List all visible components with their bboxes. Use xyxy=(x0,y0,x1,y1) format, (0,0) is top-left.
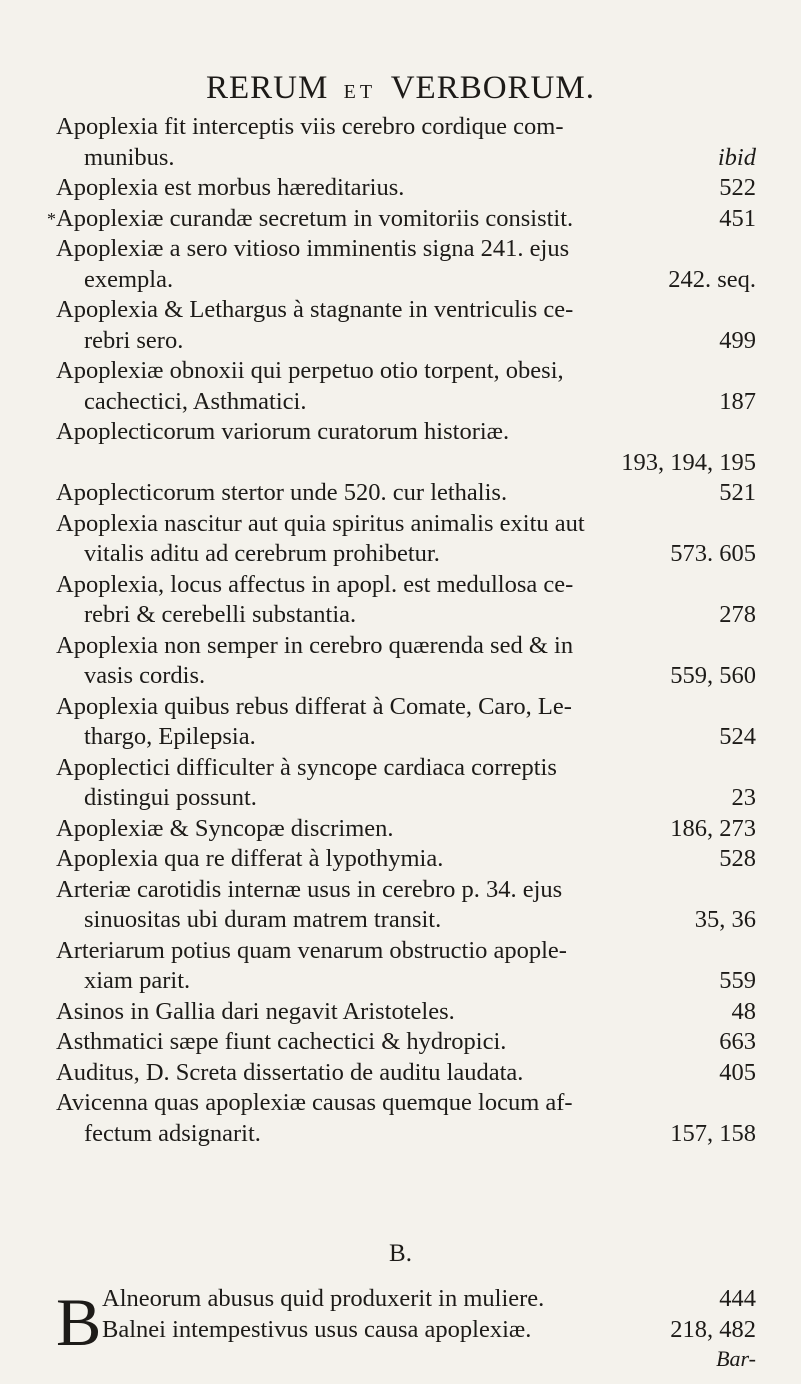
entry-text: Avicenna quas apoplexiæ causas quemque locum af- xyxy=(56,1089,573,1116)
entry-text: Apoplexia, locus affectus in apopl. est medullosa ce- xyxy=(56,570,574,598)
entry-text: Auditus, D. Screta dissertatio de auditu laudata. xyxy=(56,1058,524,1086)
index-entry xyxy=(56,295,756,356)
entry-continuation xyxy=(56,600,756,631)
index-entries xyxy=(47,112,756,1149)
page-ref: 524 xyxy=(719,723,756,750)
entry-continuation xyxy=(56,1119,756,1150)
index-entry xyxy=(56,509,756,570)
entry-continuation xyxy=(56,722,756,753)
entry-line xyxy=(56,1027,756,1058)
page-ref: 35, 36 xyxy=(694,906,756,933)
entry-line xyxy=(56,112,756,143)
index-entry xyxy=(56,1058,756,1089)
entry-continuation xyxy=(56,539,756,570)
section-heading-b: B. xyxy=(389,1240,412,1267)
entry-line xyxy=(56,509,756,540)
entry-text: cachectici, Asthmatici. xyxy=(84,387,307,415)
entry-line xyxy=(56,356,756,387)
index-entry xyxy=(47,204,756,235)
entry-text: vitalis aditu ad cerebrum prohibetur. xyxy=(84,540,440,567)
index-entry xyxy=(56,570,756,631)
running-head-left: RERUM xyxy=(206,70,329,106)
entry-text: Apoplexia & Lethargus à stagnante in ventriculis ce- xyxy=(56,296,574,323)
entry-continuation xyxy=(56,966,756,997)
running-head xyxy=(0,70,801,107)
running-head-right: VERBORUM. xyxy=(390,70,595,106)
running-head-middle: ET xyxy=(343,81,377,103)
page-ref: 444 xyxy=(719,1285,756,1312)
entry-text: Apoplexia quibus rebus differat à Comate, Caro, Le- xyxy=(56,692,572,720)
index-entry xyxy=(56,234,756,295)
entry-text: Apoplecticorum variorum curatorum historiæ. xyxy=(56,418,510,445)
page-ref: 559, 560 xyxy=(670,662,756,689)
catchword: Bar- xyxy=(716,1346,756,1371)
index-entry xyxy=(56,173,756,204)
entry-text: rebri sero. xyxy=(84,326,184,354)
index-entry xyxy=(56,936,756,997)
index-entry xyxy=(56,417,756,478)
entry-line xyxy=(56,295,756,326)
entry-text: Apoplecticorum stertor unde 520. cur lethalis. xyxy=(56,479,508,506)
index-entry xyxy=(56,875,756,936)
page-ref: 559 xyxy=(719,967,756,994)
index-entry xyxy=(56,997,756,1028)
entry-line xyxy=(56,417,756,448)
entry-line xyxy=(56,173,756,204)
entry-text: Apoplexia fit interceptis viis cerebro cordique com- xyxy=(56,113,564,140)
entry-text: Apoplexia non semper in cerebro quærenda sed & in xyxy=(56,631,574,659)
page-ref: 218, 482 xyxy=(670,1315,756,1343)
dropcap: B xyxy=(56,1284,102,1360)
page-ref: 278 xyxy=(719,601,756,628)
entry-line xyxy=(47,204,756,235)
entry-text: fectum adsignarit. xyxy=(84,1119,261,1147)
page-ref: 193, 194, 195 xyxy=(621,448,756,476)
entry-line xyxy=(56,478,756,509)
entry-continuation xyxy=(56,905,756,936)
entry-line xyxy=(56,936,756,967)
b-entry xyxy=(102,1315,756,1346)
page-ref: 157, 158 xyxy=(670,1119,756,1147)
entry-text: Apoplexia qua re differat à lypothymia. xyxy=(56,845,444,872)
page-ref: 23 xyxy=(731,784,756,811)
bullet-mark: * xyxy=(47,208,56,229)
page-ref: 573. 605 xyxy=(670,540,756,567)
page-ref: 663 xyxy=(719,1028,756,1055)
entry-line xyxy=(56,844,756,875)
entry-text: Asthmatici sæpe fiunt cachectici & hydropici. xyxy=(56,1028,507,1055)
page-ref: 528 xyxy=(719,845,756,872)
page-ref: 186, 273 xyxy=(670,814,756,842)
entry-line xyxy=(56,814,756,845)
entry-text: thargo, Epilepsia. xyxy=(84,723,256,750)
entry-line xyxy=(56,631,756,662)
entry-text: xiam parit. xyxy=(84,967,191,994)
page-ref: 242. seq. xyxy=(668,265,756,293)
index-entry xyxy=(56,844,756,875)
entry-line xyxy=(56,570,756,601)
entry-text: Apoplexiæ obnoxii qui perpetuo otio torpent, obesi, xyxy=(56,357,564,384)
entry-text: exempla. xyxy=(84,265,174,293)
index-entry xyxy=(56,356,756,417)
page-ref: 187 xyxy=(719,387,756,415)
entry-continuation xyxy=(56,265,756,296)
entry-text: Apoplectici difficulter à syncope cardiaca correptis xyxy=(56,753,557,781)
page-ref: 48 xyxy=(731,997,756,1025)
entry-continuation xyxy=(56,661,756,692)
entry-line xyxy=(56,875,756,906)
index-entry xyxy=(56,1088,756,1149)
entry-text: munibus. xyxy=(84,143,175,171)
page-ref: 405 xyxy=(719,1058,756,1086)
entry-text: vasis cordis. xyxy=(84,662,206,689)
page-ref: ibid xyxy=(717,143,756,171)
entry-text: Apoplexiæ & Syncopæ discrimen. xyxy=(56,814,394,842)
entry-line xyxy=(56,234,756,265)
page-ref: 499 xyxy=(719,326,756,354)
entry-line xyxy=(56,1058,756,1089)
entry-continuation xyxy=(56,783,756,814)
entry-continuation xyxy=(56,326,756,357)
index-entry xyxy=(56,631,756,692)
index-entry xyxy=(56,814,756,845)
entry-text: rebri & cerebelli substantia. xyxy=(84,601,357,628)
entry-line xyxy=(56,997,756,1028)
index-entry xyxy=(56,1027,756,1058)
entry-line xyxy=(56,753,756,784)
b-entry xyxy=(102,1284,756,1315)
entry-text: Apoplexiæ a sero vitioso imminentis signa 241. ejus xyxy=(56,235,570,262)
page-ref: 522 xyxy=(719,174,756,201)
entry-text: Arteriarum potius quam venarum obstructio apople- xyxy=(56,936,567,964)
entry-text: Arteriæ carotidis internæ usus in cerebro p. 34. ejus xyxy=(56,875,563,903)
entry-line xyxy=(56,1088,756,1119)
page-ref: 521 xyxy=(719,479,756,506)
entry-text: Apoplexia est morbus hæreditarius. xyxy=(56,174,405,201)
entry-text: sinuositas ubi duram matrem transit. xyxy=(84,906,442,933)
entry-text: Balnei intempestivus usus causa apoplexiæ. xyxy=(102,1315,532,1343)
entry-text: Apoplexia nascitur aut quia spiritus animalis exitu aut xyxy=(56,509,585,537)
entry-text: distingui possunt. xyxy=(84,784,257,811)
entry-text: Alneorum abusus quid produxerit in muliere. xyxy=(102,1285,545,1312)
index-entry xyxy=(56,753,756,814)
index-entry xyxy=(56,112,756,173)
entry-continuation xyxy=(56,387,756,418)
index-entry xyxy=(56,692,756,753)
entry-continuation xyxy=(56,143,756,174)
page-ref: 451 xyxy=(719,204,756,232)
entry-line xyxy=(56,692,756,723)
entry-text: Apoplexiæ curandæ secretum in vomitoriis consistit. xyxy=(56,204,574,232)
index-entry xyxy=(56,478,756,509)
entry-text: Asinos in Gallia dari negavit Aristoteles. xyxy=(56,997,455,1025)
entry-continuation xyxy=(56,448,756,479)
